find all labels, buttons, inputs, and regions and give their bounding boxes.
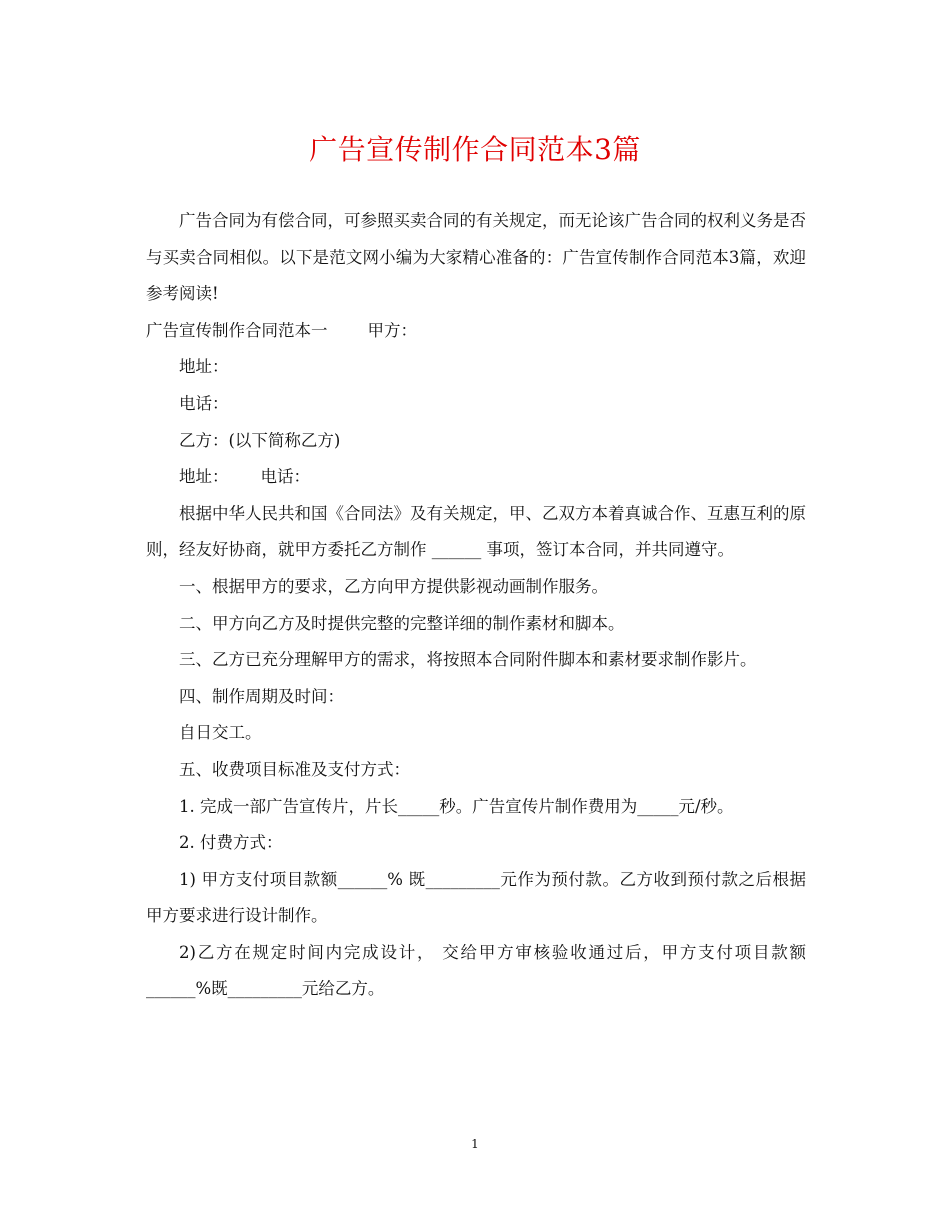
clause-2: 二、甲方向乙方及时提供完整的完整详细的制作素材和脚本。 [179, 613, 625, 633]
title-text: 广告宣传制作合同范本3篇 [309, 133, 641, 166]
section-one-heading: 广告宣传制作合同范本一 [146, 320, 328, 340]
clause-3: 三、乙方已充分理解甲方的需求，将按照本合同附件脚本和素材要求制作影片。 [179, 650, 757, 670]
section-one-heading-line [146, 313, 806, 350]
party-a-phone: 电话： [179, 393, 229, 413]
fee-item-2: 2. 付费方式： [179, 833, 283, 853]
payment-item-2: 2)乙方在规定时间内完成设计， 交给甲方审核验收通过后，甲方支付项目款额______%既_________元给乙方。 [146, 942, 806, 999]
payment-item-1: 1) 甲方支付项目款额______% 既_________元作为预付款。乙方收到预付款之后根据甲方要求进行设计制作。 [146, 869, 806, 926]
party-b-phone: 电话： [260, 467, 310, 487]
intro-paragraph: 广告合同为有偿合同，可参照买卖合同的有关规定，而无论该广告合同的权利义务是否与买卖合同相似。以下是范文网小编为大家精心准备的：广告宣传制作合同范本3篇，欢迎参考阅读! [146, 211, 806, 304]
page-number [0, 1136, 950, 1152]
fee-item-1: 1. 完成一部广告宣传片，片长_____秒。广告宣传片制作费用为_____元/秒。 [179, 796, 734, 816]
clause-4-detail: 自日交工。 [179, 723, 262, 743]
party-b-contact-line [146, 459, 806, 496]
party-b-label: 乙方：(以下简称乙方) [179, 430, 341, 450]
clause-4: 四、制作周期及时间： [179, 686, 344, 706]
document-title [0, 130, 950, 170]
clause-5: 五、收费项目标准及支付方式： [179, 759, 410, 779]
party-a-label: 甲方： [367, 320, 417, 340]
page-number-text: 1 [471, 1137, 479, 1151]
basis-paragraph: 根据中华人民共和国《合同法》及有关规定，甲、乙双方本着真诚合作、互惠互利的原则，经友好协商，就甲方委托乙方制作 ______ 事项，签订本合同，并共同遵守。 [146, 503, 806, 560]
document-body [146, 203, 806, 1008]
party-a-address: 地址： [179, 357, 229, 377]
party-b-address: 地址： [179, 467, 229, 487]
clause-1: 一、根据甲方的要求，乙方向甲方提供影视动画制作服务。 [179, 576, 608, 596]
